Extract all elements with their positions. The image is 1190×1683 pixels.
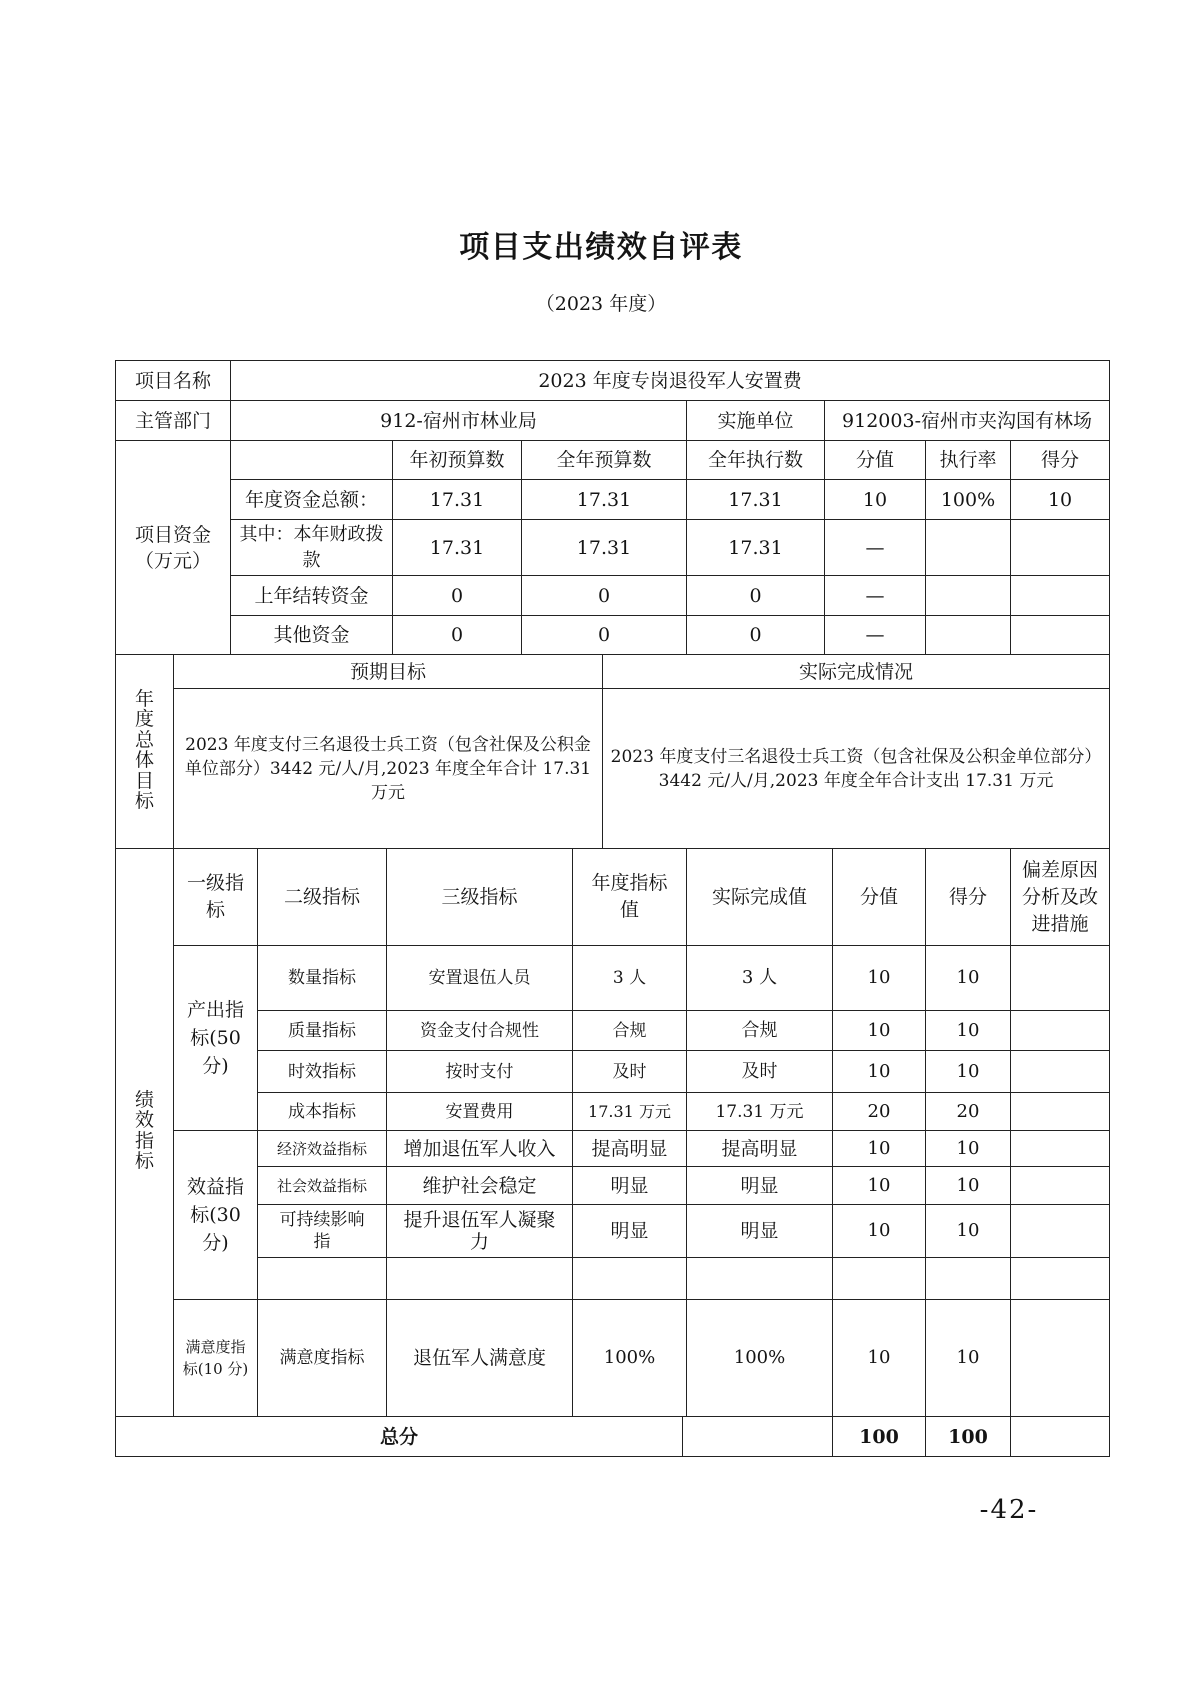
funds-annual-executed: 17.31 <box>687 480 825 520</box>
indicator-row <box>116 1093 1110 1131</box>
funds-annual-budget: 0 <box>522 576 687 616</box>
deviation-cell <box>1011 1258 1110 1300</box>
header-score-value: 分值 <box>833 849 926 946</box>
header-initial-budget: 年初预算数 <box>393 441 522 480</box>
annual-goal-label-text: 年度总体目标 <box>134 687 154 813</box>
funds-score <box>1011 520 1110 576</box>
deviation-cell <box>1011 1093 1110 1131</box>
funds-annual-executed: 0 <box>687 576 825 616</box>
implementing-unit-label: 实施单位 <box>687 401 825 441</box>
funds-score <box>1011 576 1110 616</box>
level3-cell: 增加退伍军人收入 <box>387 1131 573 1167</box>
deviation-cell <box>1011 946 1110 1011</box>
document-title: 项目支出绩效自评表 <box>459 230 743 265</box>
total-row <box>116 1417 1110 1457</box>
header-annual-executed: 全年执行数 <box>687 441 825 480</box>
department-label: 主管部门 <box>116 401 231 441</box>
level2-cell: 经济效益指标 <box>258 1131 387 1167</box>
score-value-cell: 20 <box>833 1093 926 1131</box>
annual-goal-label <box>116 655 174 849</box>
score-value-cell: 10 <box>833 1051 926 1093</box>
actual-cell: 明显 <box>687 1167 833 1205</box>
header-score: 得分 <box>926 849 1011 946</box>
funds-score-value: 10 <box>825 480 926 520</box>
indicator-row <box>116 1205 1110 1258</box>
level2-cell: 社会效益指标 <box>258 1167 387 1205</box>
benefit-indicator-group: 效益指标(30分) <box>174 1131 258 1300</box>
funds-row-carryover <box>116 576 1110 616</box>
actual-completion-text: 2023 年度支付三名退役士兵工资（包含社保及公积金单位部分）3442 元/人/月,2023 年度全年合计支出 17.31 万元 <box>603 689 1110 849</box>
deviation-cell <box>1011 1011 1110 1051</box>
funds-header-blank <box>231 441 393 480</box>
annual-goal-table <box>115 654 1110 849</box>
funds-annual-executed: 17.31 <box>687 520 825 576</box>
level3-cell <box>387 1258 573 1300</box>
score-value-cell: 10 <box>833 1167 926 1205</box>
level3-cell: 提升退伍军人凝聚力 <box>387 1205 573 1258</box>
indicator-row <box>116 1131 1110 1167</box>
header-score: 得分 <box>1011 441 1110 480</box>
performance-indicator-label <box>116 849 174 1417</box>
indicator-row <box>116 1011 1110 1051</box>
deviation-cell <box>1011 1205 1110 1258</box>
score-value-cell: 10 <box>833 1011 926 1051</box>
funds-score-value: — <box>825 520 926 576</box>
funds-annual-budget: 17.31 <box>522 520 687 576</box>
target-cell <box>573 1258 687 1300</box>
funds-score <box>1011 616 1110 655</box>
target-cell: 明显 <box>573 1205 687 1258</box>
indicator-header-row <box>116 849 1110 946</box>
funds-row-total <box>116 480 1110 520</box>
level2-cell: 质量指标 <box>258 1011 387 1051</box>
funds-annual-budget: 17.31 <box>522 480 687 520</box>
total-score: 100 <box>926 1417 1011 1457</box>
level2-cell <box>258 1258 387 1300</box>
implementing-unit-value: 912003-宿州市夹沟国有林场 <box>825 401 1110 441</box>
target-cell: 100% <box>573 1300 687 1417</box>
department-value: 912-宿州市林业局 <box>231 401 687 441</box>
funds-label <box>116 441 231 655</box>
actual-completion-header: 实际完成情况 <box>603 655 1110 689</box>
goal-header-row <box>116 655 1110 689</box>
header-score-value: 分值 <box>825 441 926 480</box>
deviation-cell <box>1011 1131 1110 1167</box>
deviation-cell <box>1011 1300 1110 1417</box>
funds-execution-rate <box>926 520 1011 576</box>
score-value-cell: 10 <box>833 1131 926 1167</box>
actual-cell: 合规 <box>687 1011 833 1051</box>
project-funds-table <box>115 360 1110 655</box>
expected-goal-text: 2023 年度支付三名退役士兵工资（包含社保及公积金单位部分）3442 元/人/月,2023 年度全年合计 17.31 万元 <box>174 689 603 849</box>
score-value-cell: 10 <box>833 946 926 1011</box>
funds-annual-budget: 0 <box>522 616 687 655</box>
target-cell: 及时 <box>573 1051 687 1093</box>
funds-score-value: — <box>825 616 926 655</box>
funds-execution-rate <box>926 576 1011 616</box>
project-name-row <box>116 361 1110 401</box>
header-deviation: 偏差原因分析及改进措施 <box>1011 849 1110 946</box>
header-target: 年度指标值 <box>573 849 687 946</box>
indicator-row-empty <box>116 1258 1110 1300</box>
level3-cell: 安置退伍人员 <box>387 946 573 1011</box>
funds-row-fiscal <box>116 520 1110 576</box>
funds-initial-budget: 17.31 <box>393 480 522 520</box>
expected-goal-header: 预期目标 <box>174 655 603 689</box>
funds-execution-rate <box>926 616 1011 655</box>
target-cell: 提高明显 <box>573 1131 687 1167</box>
actual-cell: 提高明显 <box>687 1131 833 1167</box>
actual-cell: 明显 <box>687 1205 833 1258</box>
funds-row-label: 其中：本年财政拨款 <box>231 520 393 576</box>
score-cell: 20 <box>926 1093 1011 1131</box>
funds-row-other <box>116 616 1110 655</box>
target-cell: 明显 <box>573 1167 687 1205</box>
header-annual-budget: 全年预算数 <box>522 441 687 480</box>
total-label: 总分 <box>116 1417 683 1457</box>
actual-cell: 及时 <box>687 1051 833 1093</box>
indicator-row <box>116 1051 1110 1093</box>
project-name-label: 项目名称 <box>116 361 231 401</box>
evaluation-sheet <box>115 360 1109 1457</box>
total-table <box>115 1416 1110 1457</box>
level3-cell: 维护社会稳定 <box>387 1167 573 1205</box>
level2-cell: 数量指标 <box>258 946 387 1011</box>
deviation-cell <box>1011 1167 1110 1205</box>
score-value-cell <box>833 1258 926 1300</box>
actual-cell <box>687 1258 833 1300</box>
level3-cell: 退伍军人满意度 <box>387 1300 573 1417</box>
indicator-row <box>116 1167 1110 1205</box>
deviation-cell <box>1011 1051 1110 1093</box>
level2-cell: 成本指标 <box>258 1093 387 1131</box>
header-level1: 一级指标 <box>174 849 258 946</box>
page-number: -42- <box>979 1495 1039 1525</box>
funds-score-value: — <box>825 576 926 616</box>
funds-row-label: 上年结转资金 <box>231 576 393 616</box>
level3-cell: 安置费用 <box>387 1093 573 1131</box>
score-cell: 10 <box>926 1167 1011 1205</box>
indicator-row <box>116 946 1110 1011</box>
funds-execution-rate: 100% <box>926 480 1011 520</box>
project-name-value: 2023 年度专岗退役军人安置费 <box>231 361 1110 401</box>
level3-cell: 资金支付合规性 <box>387 1011 573 1051</box>
actual-cell: 17.31 万元 <box>687 1093 833 1131</box>
total-score-value: 100 <box>833 1417 926 1457</box>
target-cell: 3 人 <box>573 946 687 1011</box>
level3-cell: 按时支付 <box>387 1051 573 1093</box>
funds-annual-executed: 0 <box>687 616 825 655</box>
funds-row-label: 其他资金 <box>231 616 393 655</box>
funds-header-row <box>116 441 1110 480</box>
funds-label-line1: 项目资金 <box>134 523 211 546</box>
funds-row-label: 年度资金总额： <box>231 480 393 520</box>
score-cell: 10 <box>926 1205 1011 1258</box>
total-deviation <box>1011 1417 1110 1457</box>
satisfaction-indicator-group: 满意度指标(10 分) <box>174 1300 258 1417</box>
score-cell <box>926 1258 1011 1300</box>
actual-cell: 3 人 <box>687 946 833 1011</box>
goal-content-row <box>116 689 1110 849</box>
target-cell: 合规 <box>573 1011 687 1051</box>
funds-label-line2: （万元） <box>134 549 211 572</box>
document-subtitle: （2023 年度） <box>535 293 667 315</box>
score-cell: 10 <box>926 1131 1011 1167</box>
indicator-table <box>115 848 1110 1417</box>
score-cell: 10 <box>926 1300 1011 1417</box>
header-execution-rate: 执行率 <box>926 441 1011 480</box>
level2-cell: 时效指标 <box>258 1051 387 1093</box>
funds-initial-budget: 0 <box>393 616 522 655</box>
funds-initial-budget: 0 <box>393 576 522 616</box>
performance-indicator-label-text: 绩效指标 <box>134 1088 154 1173</box>
score-cell: 10 <box>926 1011 1011 1051</box>
output-indicator-group: 产出指标(50分) <box>174 946 258 1131</box>
funds-initial-budget: 17.31 <box>393 520 522 576</box>
indicator-row <box>116 1300 1110 1417</box>
department-row <box>116 401 1110 441</box>
header-actual: 实际完成值 <box>687 849 833 946</box>
target-cell: 17.31 万元 <box>573 1093 687 1131</box>
header-level2: 二级指标 <box>258 849 387 946</box>
funds-score: 10 <box>1011 480 1110 520</box>
score-cell: 10 <box>926 1051 1011 1093</box>
score-value-cell: 10 <box>833 1300 926 1417</box>
actual-cell: 100% <box>687 1300 833 1417</box>
level2-cell: 满意度指标 <box>258 1300 387 1417</box>
score-cell: 10 <box>926 946 1011 1011</box>
level2-cell: 可持续影响指 <box>258 1205 387 1258</box>
total-blank <box>683 1417 833 1457</box>
header-level3: 三级指标 <box>387 849 573 946</box>
score-value-cell: 10 <box>833 1205 926 1258</box>
